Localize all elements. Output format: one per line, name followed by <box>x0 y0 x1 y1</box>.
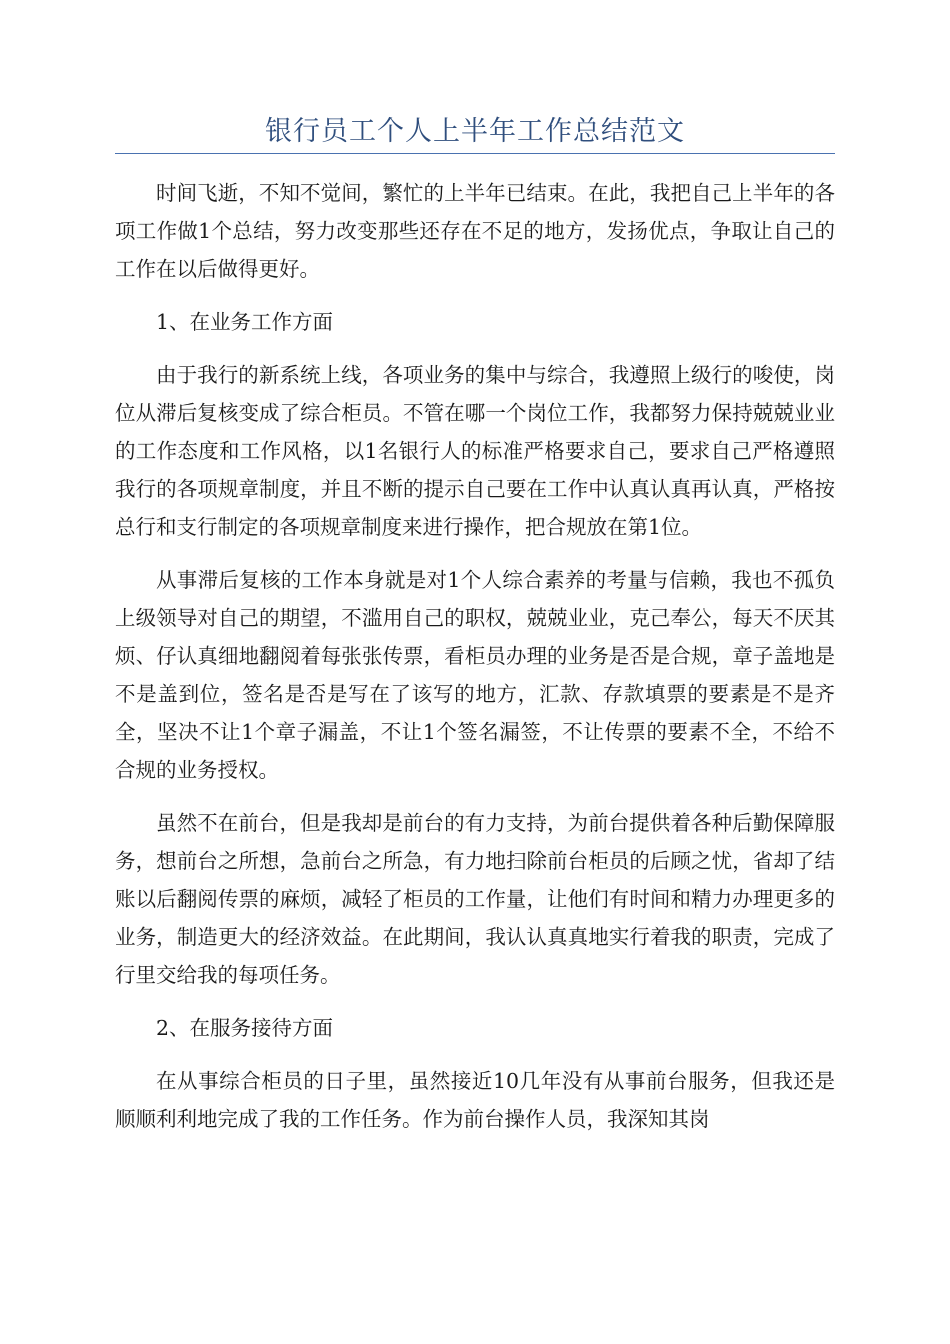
document-body <box>115 174 835 1153</box>
service-paragraph-1: 在从事综合柜员的日子里，虽然接近10几年没有从事前台服务，但我还是顺顺利利地完成了我的工作任务。作为前台操作人员，我深知其岗 <box>115 1069 835 1131</box>
section-heading-business: 1、在业务工作方面 <box>156 310 334 334</box>
section-heading-service: 2、在服务接待方面 <box>156 1016 334 1040</box>
title-underline <box>115 153 835 154</box>
business-paragraph-3: 虽然不在前台，但是我却是前台的有力支持，为前台提供着各种后勤保障服务，想前台之所想，急前台之所急，有力地扫除前台柜员的后顾之忧，省却了结账以后翻阅传票的麻烦，减轻了柜员的工作量，让他们有时间和精力办理更多的业务，制造更大的经济效益。在此期间，我认认真真地实行着我的职责，完成了行里交给我的每项任务。 <box>115 811 835 987</box>
business-paragraph-2: 从事滞后复核的工作本身就是对1个人综合素养的考量与信赖，我也不孤负上级领导对自己的期望，不滥用自己的职权，兢兢业业，克己奉公，每天不厌其烦、仔认真细地翻阅着每张张传票，看柜员办理的业务是否是合规，章子盖地是不是盖到位，签名是否是写在了该写的地方，汇款、存款填票的要素是不是齐全，坚决不让1个章子漏盖，不让1个签名漏签，不让传票的要素不全，不给不合规的业务授权。 <box>115 568 835 782</box>
business-paragraph-1: 由于我行的新系统上线，各项业务的集中与综合，我遵照上级行的唆使，岗位从滞后复核变成了综合柜员。不管在哪一个岗位工作，我都努力保持兢兢业业的工作态度和工作风格，以1名银行人的标准严格要求自己，要求自己严格遵照我行的各项规章制度，并且不断的提示自己要在工作中认真认真再认真，严格按总行和支行制定的各项规章制度来进行操作，把合规放在第1位。 <box>115 363 835 539</box>
intro-paragraph: 时间飞逝，不知不觉间，繁忙的上半年已结束。在此，我把自己上半年的各项工作做1个总结，努力改变那些还存在不足的地方，发扬优点，争取让自己的工作在以后做得更好。 <box>115 181 835 281</box>
document-title: 银行员工个人上半年工作总结范文 <box>265 116 685 147</box>
